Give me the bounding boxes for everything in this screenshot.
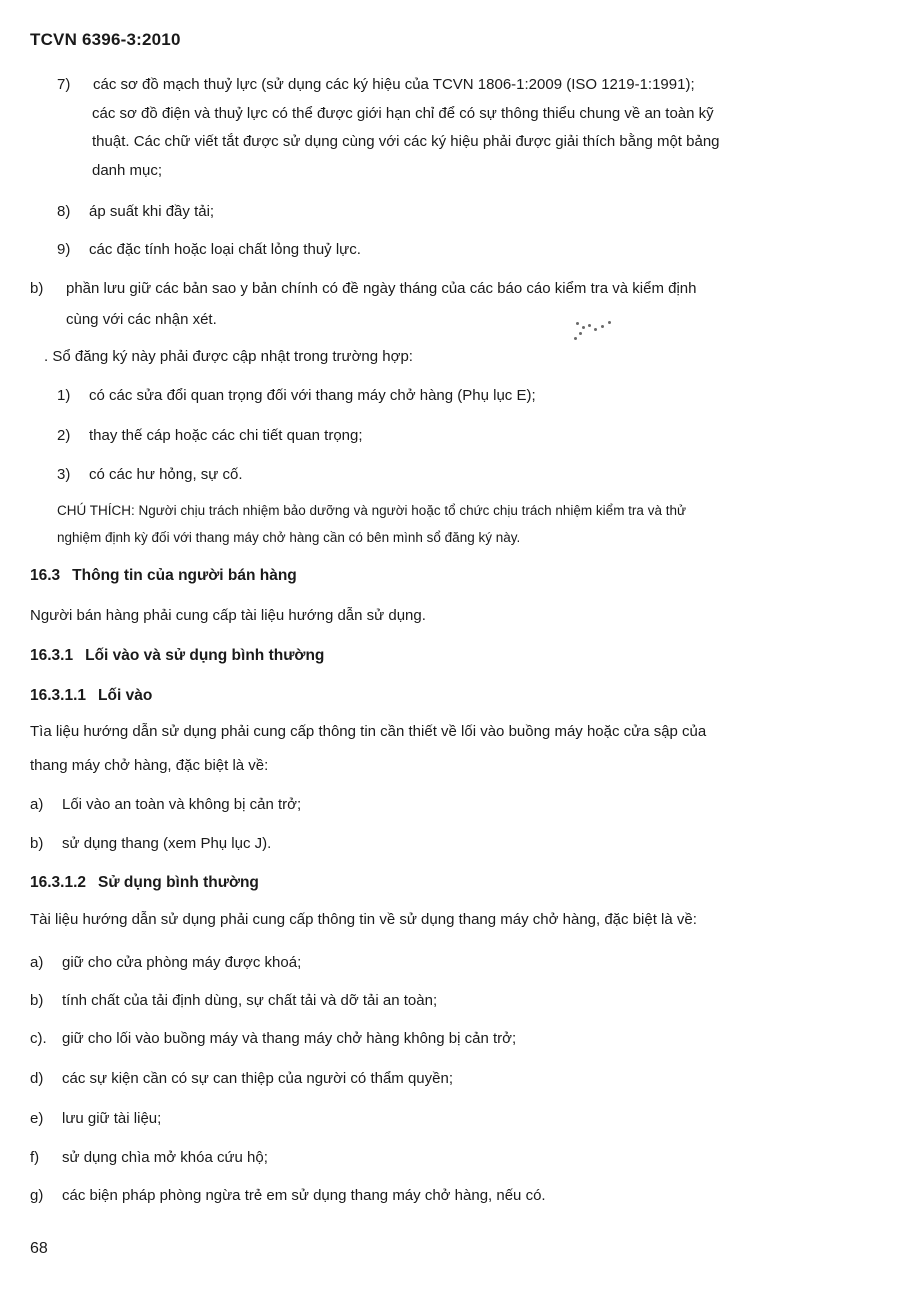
usage-item-a [30,953,301,973]
list-item-b [30,279,696,299]
list-item-b-line-2: cùng với các nhận xét. [66,311,217,328]
section-title: Lối vào [98,687,153,704]
usage-item-c [30,1029,516,1049]
list-item-label: 9) [57,241,71,258]
list-item-label: f) [30,1149,40,1166]
list-item-text: các sự kiện cần có sự can thiệp của người có thẩm quyền; [62,1070,453,1087]
section-number: 16.3 [30,567,61,584]
list-item-label: a) [30,954,44,971]
list-item-label: b) [30,835,44,852]
section-16-3-1-1-line-1: Tìa liệu hướng dẫn sử dụng phải cung cấp thông tin cần thiết về lối vào buồng máy hoặc cửa sập của [30,723,707,740]
list-item-text: thay thế cáp hoặc các chi tiết quan trọng; [89,427,363,444]
section-number: 16.3.1 [30,647,74,664]
list-item-label: b) [30,280,44,297]
section-16-3-1-2-body: Tài liệu hướng dẫn sử dụng phải cung cấp thông tin về sử dụng thang máy chở hàng, đặc biệt là về: [30,911,697,928]
list-item-text: có các hư hỏng, sự cố. [89,466,243,483]
section-title: Thông tin của người bán hàng [72,567,297,584]
section-title: Lối vào và sử dụng bình thường [85,647,325,664]
document-code-header: TCVN 6396-3:2010 [30,30,181,49]
register-item-2 [57,426,363,446]
list-item-text: Lối vào an toàn và không bị cản trở; [62,796,302,813]
list-item-text: tính chất của tải định dùng, sự chất tải và dỡ tải an toàn; [62,992,438,1009]
list-item-label: 1) [57,387,71,404]
list-item-text: sử dụng thang (xem Phụ lục J). [62,835,272,852]
list-item-label: a) [30,796,44,813]
list-item-label: 2) [57,427,71,444]
usage-item-g [30,1186,546,1206]
list-item-text: sử dụng chìa mở khóa cứu hộ; [62,1149,268,1166]
section-number: 16.3.1.1 [30,687,87,704]
list-item-label: c). [30,1030,47,1047]
section-heading-16-3-1-1 [30,686,152,706]
list-item-label: 8) [57,203,71,220]
register-intro: . Sổ đăng ký này phải được cập nhật trong trường hợp: [44,348,413,365]
access-item-a [30,795,301,815]
list-item-text: giữ cho lối vào buồng máy và thang máy chở hàng không bị cản trở; [62,1030,517,1047]
list-item-7 [57,75,695,95]
list-item-9 [57,240,361,260]
list-item-text: lưu giữ tài liệu; [62,1110,162,1127]
register-item-1 [57,386,536,406]
usage-item-b [30,991,437,1011]
section-heading-16-3-1-2 [30,873,259,893]
page-number: 68 [30,1240,48,1257]
list-item-text: các biện pháp phòng ngừa trẻ em sử dụng thang máy chở hàng, nếu có. [62,1187,546,1204]
list-item-label: b) [30,992,44,1009]
usage-item-f [30,1148,268,1168]
list-item-text: áp suất khi đầy tải; [89,203,215,220]
section-16-3-1-1-line-2: thang máy chở hàng, đặc biệt là về: [30,757,269,774]
list-item-label: 7) [57,76,71,93]
list-item-label: d) [30,1070,44,1087]
usage-item-d [30,1069,453,1089]
faint-stamp-mark [570,318,616,344]
section-16-3-body: Người bán hàng phải cung cấp tài liệu hướng dẫn sử dụng. [30,607,426,624]
access-item-b [30,834,271,854]
list-item-8 [57,202,214,222]
note-line-2: nghiệm định kỳ đối với thang máy chở hàng cần có bên mình sổ đăng ký này. [57,530,521,545]
list-item-text: các sơ đồ mạch thuỷ lực (sử dụng các ký hiệu của TCVN 1806-1:2009 (ISO 1219-1:1991); [93,76,695,93]
usage-item-e [30,1109,161,1129]
list-item-7-line-4: danh mục; [92,162,163,179]
section-number: 16.3.1.2 [30,874,87,891]
section-title: Sử dụng bình thường [98,874,259,891]
list-item-text: có các sửa đổi quan trọng đối với thang máy chở hàng (Phụ lục E); [89,387,536,404]
list-item-text: các đặc tính hoặc loại chất lỏng thuỷ lực. [89,241,361,258]
list-item-label: 3) [57,466,71,483]
list-item-text: phần lưu giữ các bản sao y bản chính có đề ngày tháng của các báo cáo kiểm tra và kiểm định [66,280,697,297]
section-heading-16-3 [30,566,297,586]
list-item-label: e) [30,1110,44,1127]
list-item-7-line-2: các sơ đồ điện và thuỷ lực có thể được giới hạn chỉ để có sự thông thiểu chung về an toàn kỹ [92,105,714,122]
register-item-3 [57,465,243,485]
list-item-7-line-3: thuật. Các chữ viết tắt được sử dụng cùng với các ký hiệu phải được giải thích bằng một bảng [92,133,720,150]
list-item-text: giữ cho cửa phòng máy được khoá; [62,954,302,971]
note-line-1: CHÚ THÍCH: Người chịu trách nhiệm bảo dưỡng và người hoặc tổ chức chịu trách nhiệm kiểm tra và thử [57,503,686,518]
section-heading-16-3-1 [30,646,324,666]
list-item-label: g) [30,1187,44,1204]
